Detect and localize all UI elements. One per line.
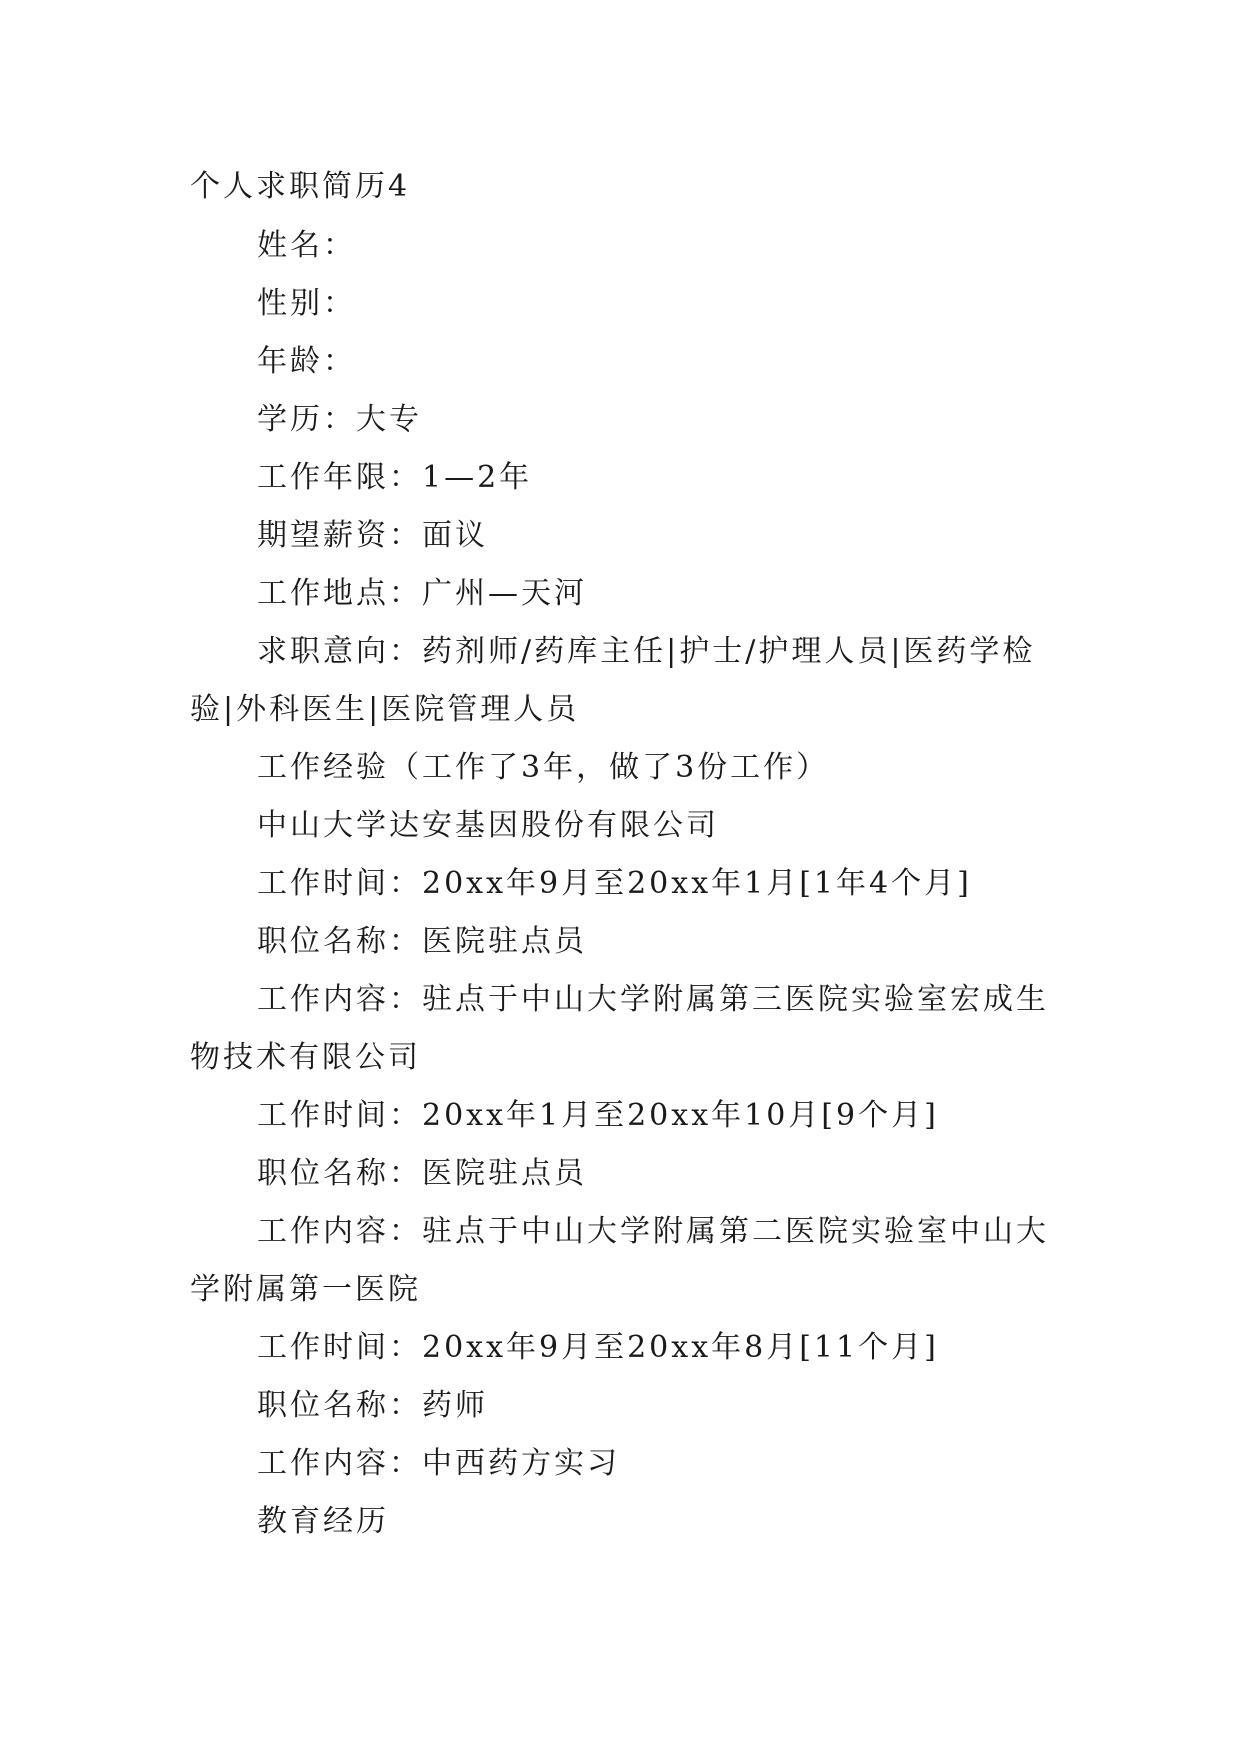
job1-position: 职位名称：医院驻点员 [257,924,587,959]
field-work-location: 工作地点：广州—天河 [257,576,587,611]
work-experience-heading: 工作经验（工作了3年，做了3份工作） [257,750,830,785]
field-gender: 性别： [257,286,356,321]
job2-time: 工作时间：20xx年1月至20xx年10月[9个月] [257,1098,939,1133]
job3-time: 工作时间：20xx年9月至20xx年8月[11个月] [257,1330,939,1365]
field-job-intent-line1: 求职意向：药剂师/药库主任|护士/护理人员|医药学检 [257,634,1036,669]
document-title: 个人求职简历4 [190,169,411,204]
job3-position: 职位名称：药师 [257,1388,488,1423]
field-expected-salary: 期望薪资：面议 [257,518,488,553]
education-heading: 教育经历 [257,1504,389,1539]
field-name: 姓名： [257,228,356,263]
field-education: 学历：大专 [257,402,422,437]
job2-content-line1: 工作内容：驻点于中山大学附属第二医院实验室中山大 [257,1214,1049,1249]
job2-content-line2: 学附属第一医院 [190,1272,421,1307]
job1-content-line1: 工作内容：驻点于中山大学附属第三医院实验室宏成生 [257,982,1049,1017]
field-work-years: 工作年限：1—2年 [257,460,533,495]
job3-content: 工作内容：中西药方实习 [257,1446,620,1481]
job1-time: 工作时间：20xx年9月至20xx年1月[1年4个月] [257,866,972,901]
field-age: 年龄： [257,344,356,379]
job1-content-line2: 物技术有限公司 [190,1040,421,1075]
company-name: 中山大学达安基因股份有限公司 [257,808,719,843]
field-job-intent-line2: 验|外科医生|医院管理人员 [190,692,580,727]
job2-position: 职位名称：医院驻点员 [257,1156,587,1191]
